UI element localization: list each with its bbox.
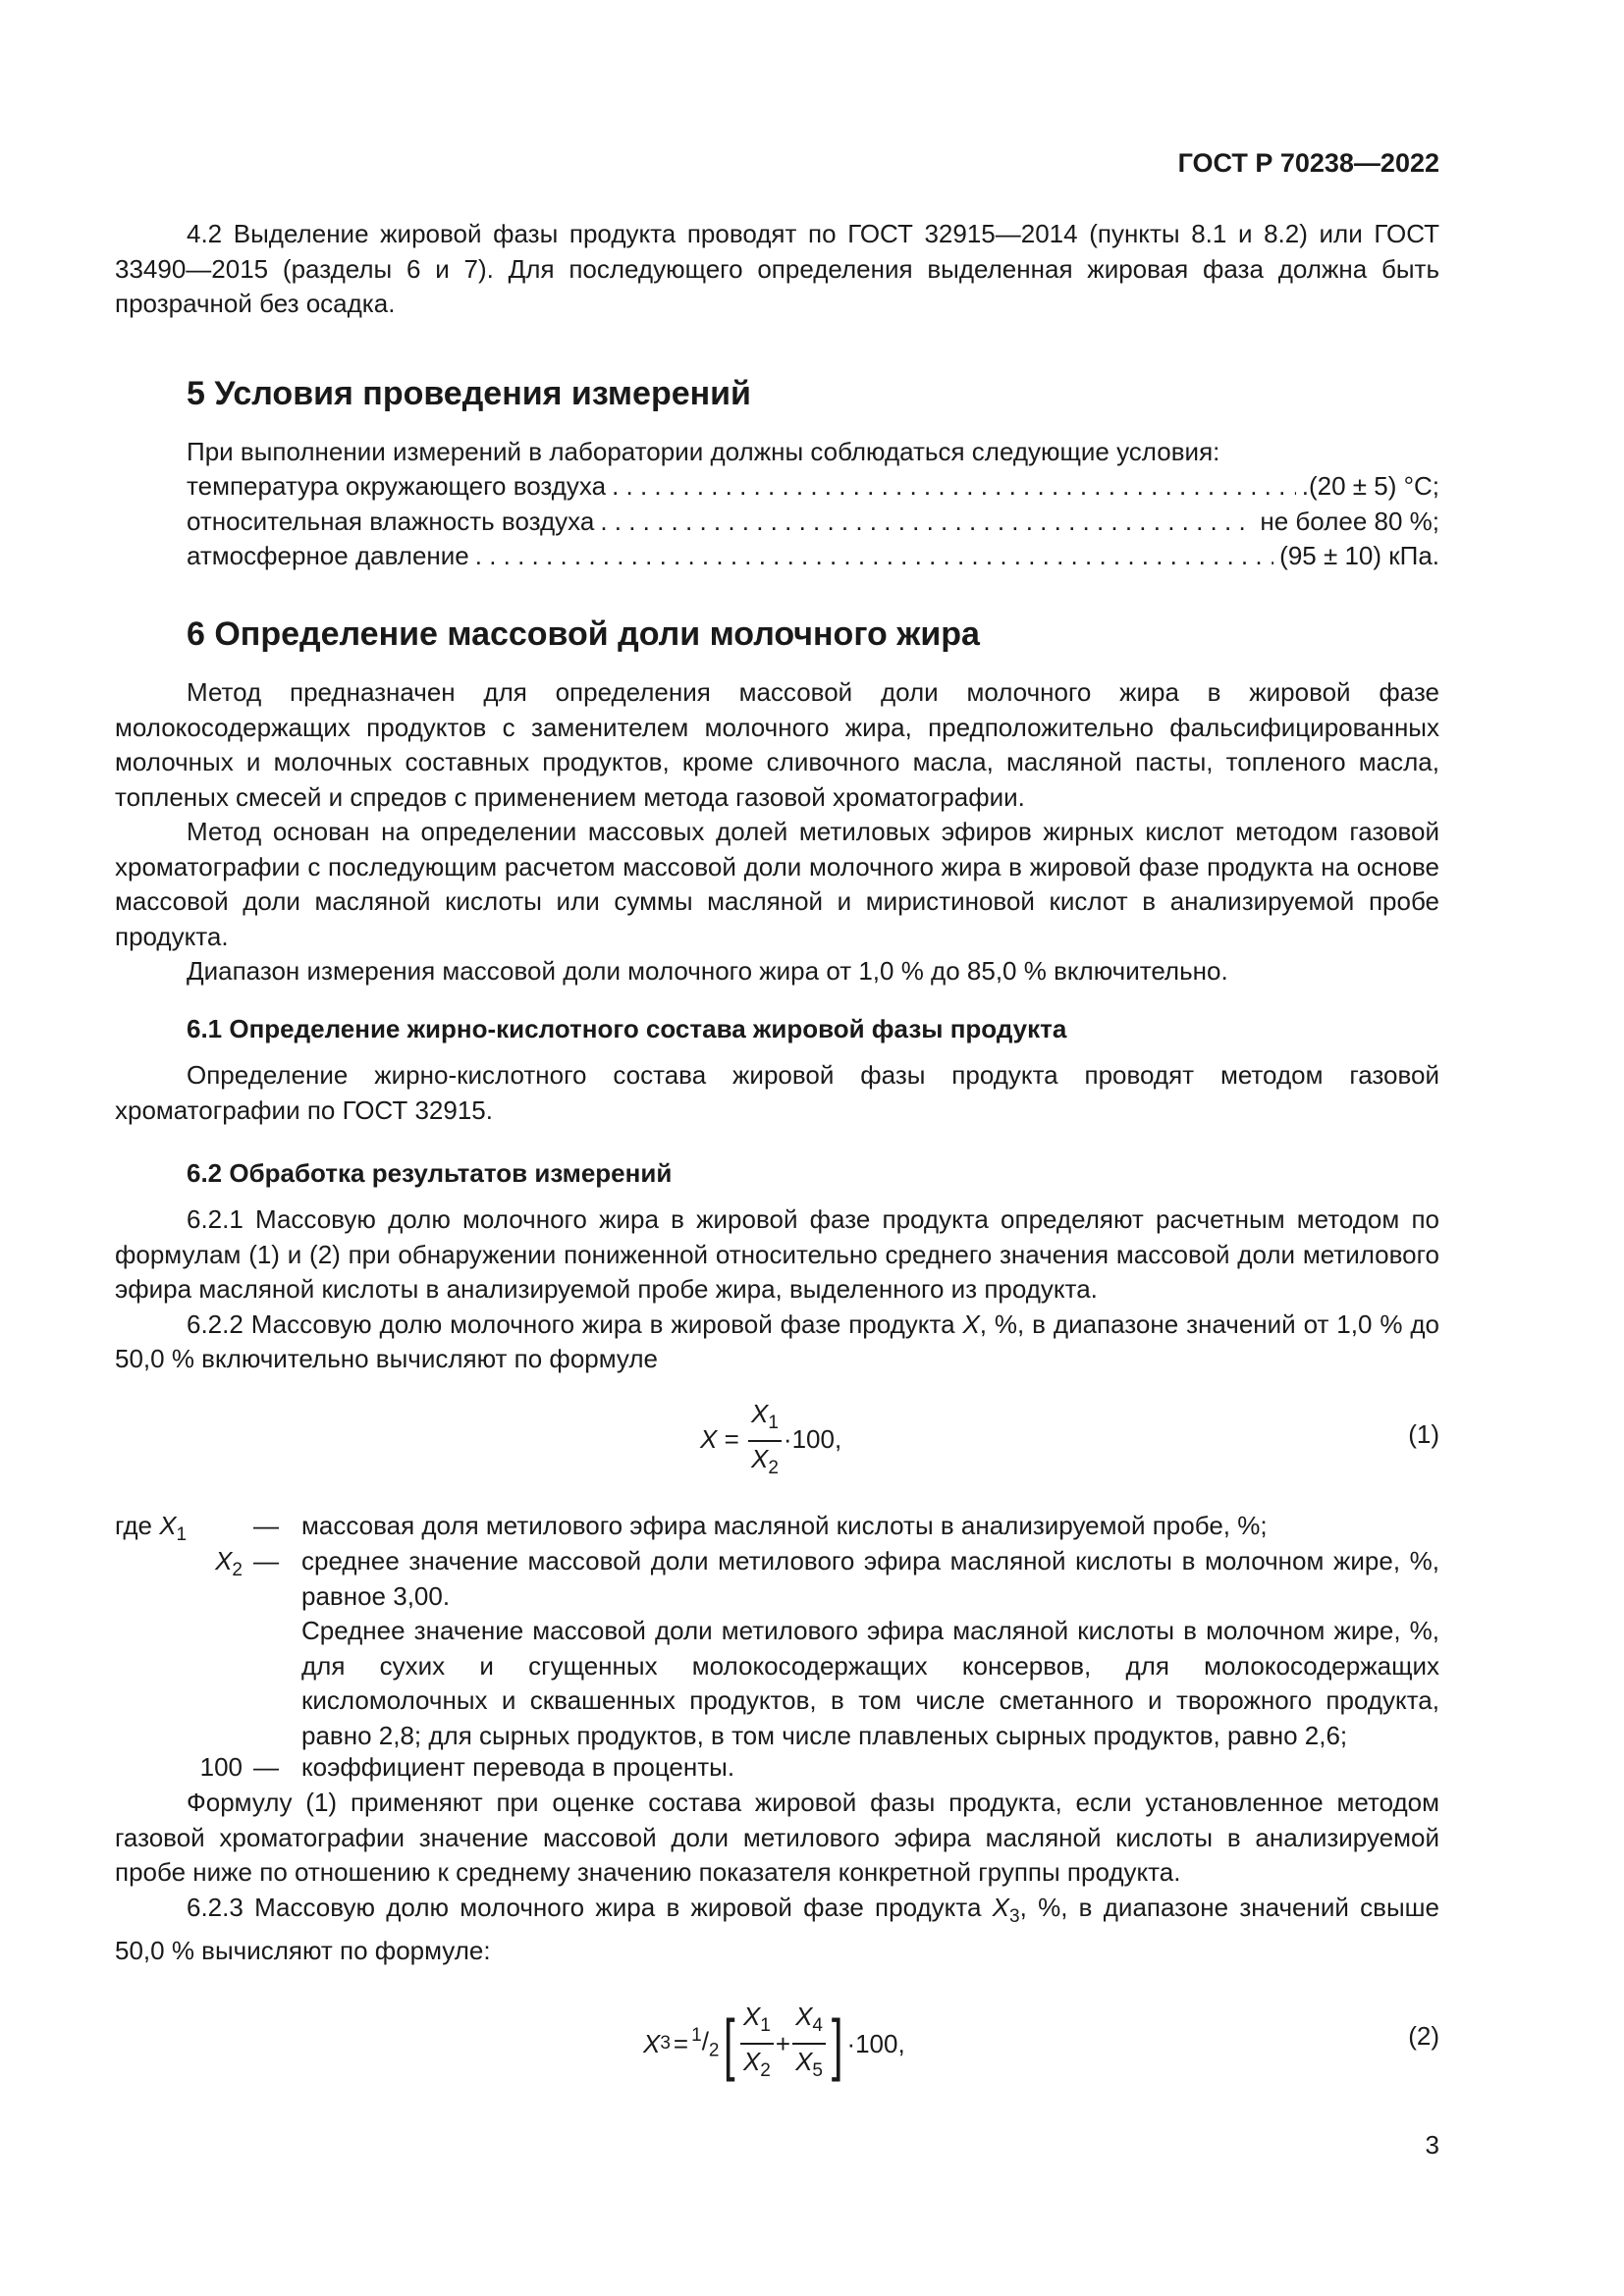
subsection-6-1-body [115, 1058, 1439, 1128]
subsection-6-1-heading: 6.1 Определение жирно-кислотного состава жировой фазы продукта [187, 1014, 1067, 1043]
paragraph-4-2 [115, 217, 1439, 322]
paragraph-method-purpose: Метод предназначен для определения массовой доли молочного жира в жировой фазе молокосодержащих продуктов с заменителем молочного жира, предположительно фальсифицированных молочных и молочных составных продуктов, кроме сливочного масла, масляной пасты, топленого масла, топленых смесей и спредов с применением метода газовой хроматографии. [115, 677, 1439, 812]
definition-100: коэффициент перевода в проценты. [301, 1752, 735, 1782]
definition-x2: среднее значение массовой доли метилового эфира масляной кислоты в молочном жире, %, равное 3,00. Среднее значение массовой доли метилового эфира масляной кислоты в молочном жире, %, для сухих и сгущенных молокосодержащих консервов, для молокосодержащих кисломолочных и сквашенных продуктов, в том числе сметанного и творожного продукта, равно 2,8; для сырных продуктов, в том числе плавленых сырных продуктов, равно 2,6; [301, 1546, 1439, 1750]
paragraph-text: 4.2 Выделение жировой фазы продукта проводят по ГОСТ 32915—2014 (пункты 8.1 и 8.2) или ГОСТ 33490—2015 (разделы 6 и 7). Для последующего определения выделенная жировая фаза должна быть прозрачной без осадка. [115, 219, 1439, 318]
subsection-6-2-body [115, 1202, 1439, 1377]
paragraph-6-2-3: 6.2.3 Массовую долю молочного жира в жировой фазе продукта $X_3$, %, в диапазоне значений свыше 50,0 % вычисляют по формуле: [115, 1892, 1439, 1965]
subsection-6-2-heading: 6.2 Обработка результатов измерений [187, 1158, 673, 1188]
condition-label: температура окружающего воздуха [187, 471, 607, 501]
conditions-intro: При выполнении измерений в лаборатории должны соблюдаться следующие условия: [187, 437, 1220, 466]
document-page: ГОСТ Р 70238—2022 4.2 Выделение жировой фазы продукта проводят по ГОСТ 32915—2014 (пункты 8.1 и 8.2) или ГОСТ 33490—2015 (разделы 6 и 7). Для последующего определения выделенная жировая фаза должна быть прозрачной без осадка. 5 Условия проведения измерений При выполнении измерений в лаборатории должны соблюдаться следующие условия: температура окружающего воздуха . . . .(20 ± 5) °C; относительная влажность воздуха . . . не более 80 %; атмосферное давление . . . (95 ± 10) кПа. 6 Определение массовой доли молочного жира Метод предназначен для определения массовой доли молочного жира в жировой фазе молокосодержащих продуктов с заменителем молочного жира, предположительно фальсифицированных молочных и молочных составных продуктов, кроме сливочного масла, масляной пасты, топленого масла, топленых смесей и спредов с применением метода газовой хроматографии. Метод основан на определении массовых долей метиловых эфиров жирных кислот методом газовой хроматографии с последующим расчетом массовой доли молочного жира в жировой фазе продукта на основе массовой доли масляной кислоты или суммы масляной и миристиновой кислот в анализируемой пробе продукта. Диапазон измерения массовой доли молочного жира от 1,0 % до 85,0 % включительно. 6.1 Определение жирно-кислотного состава жировой фазы продукта Определение жирно-кислотного состава жировой фазы продукта проводят методом газовой хроматографии по ГОСТ 32915. 6.2 Обработка результатов измерений 6.2.1 Массовую долю молочного жира в жировой фазе продукта определяют расчетным методом по формулам (1) и (2) при обнаружении пониженной относительно среднего значения массовой доли метилового эфира масляной кислоты в анализируемой пробе жира, выделенного из продукта. 6.2.2 Массовую долю молочного жира в жировой фазе продукта X, %, в диапазоне значений от 1,0 % до 50,0 % включительно вычисляют по формуле X = $\frac{X_1}{X_2}$ ·100, (1) где $X_1$ — массовая доля метилового эфира масляной кислоты в анализируемой пробе, %; $X_2$ — среднее значение массовой доли метилового эфира масляной кислоты в молочном жире, %, равное 3,00. Среднее значение массовой доли метилового эфира масляной кислоты в молочном жире, %, для сухих и сгущенных молокосодержащих консервов, для молокосодержащих кисломолочных и сквашенных продуктов, в том числе сметанного и творожного продукта, равно 2,8; для сырных продуктов, в том числе плавленых сырных продуктов, равно 2,6; 100 — коэффициент перевода в проценты. Формулу (1) применяют при оценке состава жировой фазы продукта, если установленное методом газовой хроматографии значение массовой доли метилового эфира масляной кислоты в анализируемой пробе ниже по отношению к среднему значению показателя конкретной группы продукта. 6.2.3 Массовую долю молочного жира в жировой фазе продукта $X_3$, %, в диапазоне значений свыше 50,0 % вычисляют по формуле: X 3 = $^1/_2$ [ $\frac{X_1}{X_2}$ + $\frac{X_4}{X_5}$ ] ·100, (2) 3 [0, 0, 1624, 2296]
condition-label: относительная влажность воздуха [187, 507, 595, 536]
section-5-heading: 5 Условия проведения измерений [187, 375, 751, 412]
variable-x: X [962, 1308, 980, 1339]
paragraph-6-2-1: 6.2.1 Массовую долю молочного жира в жировой фазе продукта определяют расчетным методом по формулам (1) и (2) при обнаружении пониженной относительно среднего значения массовой доли метилового эфира масляной кислоты в анализируемой пробе жира, выделенного из продукта. [115, 1204, 1439, 1304]
fraction: $\frac{X_1}{X_2}$ [740, 2000, 774, 2088]
left-bracket: [ [723, 2005, 735, 2082]
formula-1-number: (1) [1408, 1419, 1439, 1449]
paragraph-formula-1-use: Формулу (1) применяют при оценке состава жировой фазы продукта, если установленное методом газовой хроматографии значение массовой доли метилового эфира масляной кислоты в анализируемой пробе ниже по отношению к среднему значению показателя конкретной группы продукта. [115, 1788, 1439, 1887]
condition-value: не более 80 %; [1260, 507, 1439, 536]
condition-value: .(20 ± 5) °C; [1301, 471, 1439, 501]
document-header-id: ГОСТ Р 70238—2022 [1177, 148, 1439, 178]
fraction: $\frac{X_4}{X_5}$ [792, 2000, 826, 2088]
section-6-body [115, 675, 1439, 989]
formula-1: X = $\frac{X_1}{X_2}$ ·100, [700, 1397, 841, 1485]
formula-usage-block [115, 1786, 1439, 1969]
formula-2-number: (2) [1408, 2021, 1439, 2051]
condition-row [187, 539, 1439, 574]
condition-row [187, 469, 1439, 505]
leader-dots [612, 469, 1296, 505]
definition-x1: массовая доля метилового эфира масляной кислоты в анализируемой пробе, %; [301, 1511, 1268, 1540]
where-label: где $X_1$ [115, 1511, 188, 1545]
half: $^1/_2$ [691, 2025, 720, 2061]
definitions-list: где $X_1$ — массовая доля метилового эфира масляной кислоты в анализируемой пробе, %; $X_2$ — среднее значение массовой доли метилового эфира масляной кислоты в молочном жире, %, равное 3,00. Среднее значение массовой доли метилового эфира масляной кислоты в молочном жире, %, для сухих и сгущенных молокосодержащих консервов, для молокосодержащих кисломолочных и сквашенных продуктов, в том числе сметанного и творожного продукта, равно 2,8; для сырных продуктов, в том числе плавленых сырных продуктов, равно 2,6; [115, 1509, 1439, 1803]
page-number: 3 [1425, 2130, 1439, 2160]
condition-label: атмосферное давление [187, 541, 469, 570]
leader-dots [475, 539, 1273, 574]
paragraph-range: Диапазон измерения массовой доли молочного жира от 1,0 % до 85,0 % включительно. [187, 956, 1228, 986]
paragraph-6-2-2: 6.2.2 Массовую долю молочного жира в жировой фазе продукта X, %, в диапазоне значений от 1,0 % до 50,0 % включительно вычисляют по формуле [115, 1308, 1439, 1373]
paragraph-text: Определение жирно-кислотного состава жировой фазы продукта проводят методом газовой хроматографии по ГОСТ 32915. [115, 1060, 1439, 1125]
condition-value: (95 ± 10) кПа. [1279, 541, 1439, 570]
formula-2: X 3 = $^1/_2$ [ $\frac{X_1}{X_2}$ + $\frac{X_4}{X_5}$ ] ·100, [643, 2000, 905, 2088]
fraction: $\frac{X_1}{X_2}$ [748, 1397, 782, 1485]
paragraph-method-basis: Метод основан на определении массовых долей метиловых эфиров жирных кислот методом газовой хроматографии с последующим расчетом массовой доли молочного жира в жировой фазе продукта на основе массовой доли масляной кислоты или суммы масляной и миристиновой кислот в анализируемой пробе продукта. [115, 817, 1439, 951]
condition-row [187, 505, 1439, 540]
leader-dots [600, 505, 1254, 540]
right-bracket: ] [831, 2005, 843, 2082]
section-6-heading: 6 Определение массовой доли молочного жира [187, 615, 980, 653]
def-symbol: $X_2$ [215, 1546, 243, 1580]
